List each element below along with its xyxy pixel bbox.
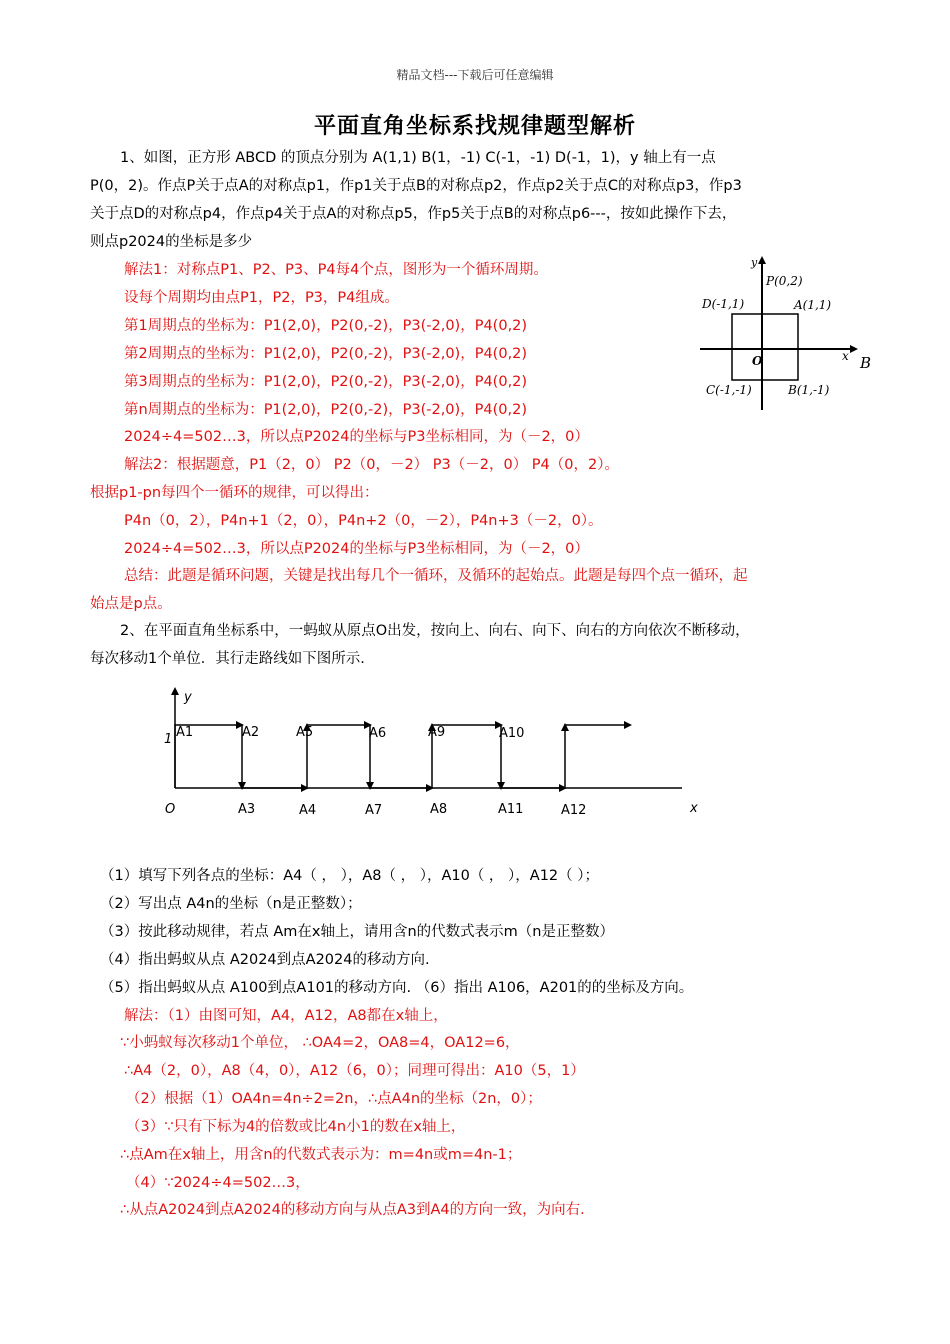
x-arrow-icon bbox=[850, 345, 858, 353]
point-p-label: P(0,2) bbox=[766, 274, 803, 288]
arrow-icon bbox=[561, 723, 569, 731]
sol1-line: 第3周期点的坐标为：P1(2,0)，P2(0,-2)，P3(-2,0)，P4(0,2) bbox=[124, 374, 528, 390]
y-arrow-icon bbox=[171, 687, 179, 695]
sol1-line: 第n周期点的坐标为：P1(2,0)，P2(0,-2)，P3(-2,0)，P4(0,2) bbox=[124, 402, 528, 418]
sol2-line: 解法：（1）由图可知，A4，A12，A8都在x轴上， bbox=[124, 1008, 448, 1024]
q2-item-3: （3）按此移动规律，若点 Am在x轴上，请用含n的代数式表示m（n是正整数） bbox=[100, 924, 614, 940]
sol1-formula: P4n（0，2），P4n+1（2，0），P4n+2（0，－2），P4n+3（－2，0）。 bbox=[124, 513, 603, 529]
square-abcd bbox=[732, 314, 798, 380]
arrow-icon bbox=[366, 782, 374, 790]
sol1-result: 2024÷4=502…3，所以点P2024的坐标与P3坐标相同，为（－2，0） bbox=[124, 541, 589, 557]
point-label: A6 bbox=[369, 726, 387, 741]
ant-path-diagram bbox=[160, 683, 720, 823]
point-label: A5 bbox=[296, 725, 314, 740]
sol2-line: （2）根据（1）OA4n=4n÷2=2n，∴点A4n的坐标（2n，0）； bbox=[126, 1091, 542, 1107]
q2-item-2: （2）写出点 A4n的坐标（n是正整数）； bbox=[100, 896, 362, 912]
point-a-label: A(1,1) bbox=[794, 298, 832, 312]
sol2-line: （3）∵只有下标为4的倍数或比4n小1的数在x轴上， bbox=[126, 1119, 466, 1135]
y-label: y bbox=[184, 690, 192, 705]
arrow-icon bbox=[426, 784, 434, 792]
y-label: y bbox=[751, 256, 758, 269]
sol2-line: ∵小蚂蚁每次移动1个单位， ∴OA4=2，OA8=4，OA12=6， bbox=[120, 1035, 520, 1051]
point-label: A10 bbox=[499, 726, 525, 741]
square-diagram bbox=[690, 252, 885, 412]
page-title: 平面直角坐标系找规律题型解析 bbox=[313, 114, 636, 139]
x-label: x bbox=[842, 349, 849, 363]
point-label: A3 bbox=[238, 802, 256, 817]
point-label: A9 bbox=[428, 725, 446, 740]
sol1-rule: 根据p1-pn每四个一循环的规律，可以得出： bbox=[90, 485, 379, 501]
y-arrow-icon bbox=[758, 256, 766, 264]
x-label: x bbox=[690, 801, 698, 816]
point-c-label: C(-1,-1) bbox=[706, 383, 752, 397]
origin-label: O bbox=[752, 354, 763, 368]
q2-item-4: （4）指出蚂蚁从点 A2024到点A2024的移动方向. bbox=[100, 952, 430, 968]
arrow-icon bbox=[301, 784, 309, 792]
sol1-line: 第1周期点的坐标为：P1(2,0)，P2(0,-2)，P3(-2,0)，P4(0,2) bbox=[124, 318, 528, 334]
q2-line-2: 每次移动1个单位．其行走路线如下图所示. bbox=[90, 651, 365, 667]
q1-line-3: 关于点D的对称点p4，作点p4关于点A的对称点p5，作p5关于点B的对称点p6---，按如此操作下去， bbox=[90, 206, 737, 222]
point-b-label: B(1,-1) bbox=[788, 383, 830, 397]
q1-line-2: P(0，2)。作点P关于点A的对称点p1，作p1关于点B的对称点p2，作点p2关于点C的对称点p3，作p3 bbox=[90, 178, 742, 194]
q2-item-1: （1）填写下列各点的坐标：A4（ ， ），A8（ ， ），A10（ ， ），A12（ ）； bbox=[100, 868, 600, 884]
sol1-summary-2: 始点是p点。 bbox=[90, 596, 172, 612]
q2-item-5: （5）指出蚂蚁从点 A100到点A101的移动方向. （6）指出 A106，A201的的坐标及方向。 bbox=[100, 980, 694, 996]
point-label: A8 bbox=[430, 802, 448, 817]
sol2-line: （4）∵2024÷4=502…3， bbox=[126, 1175, 310, 1191]
point-label: A11 bbox=[498, 802, 524, 817]
point-label: A7 bbox=[365, 803, 383, 818]
arrow-icon bbox=[238, 782, 246, 790]
point-label: A1 bbox=[176, 725, 194, 740]
point-label: A4 bbox=[299, 803, 317, 818]
point-label: A12 bbox=[561, 803, 587, 818]
arrow-icon bbox=[559, 784, 567, 792]
sol1-line: 2024÷4=502…3，所以点P2024的坐标与P3坐标相同，为（－2，0） bbox=[124, 429, 589, 445]
sol1-line: 设每个周期均由点P1，P2，P3，P4组成。 bbox=[124, 290, 399, 306]
q2-line-1: 2、在平面直角坐标系中，一蚂蚁从原点O出发，按向上、向右、向下、向右的方向依次不断移动， bbox=[120, 623, 750, 639]
b-big-label: B bbox=[860, 354, 872, 372]
point-label: A2 bbox=[242, 725, 260, 740]
origin-label: O bbox=[165, 802, 176, 817]
sol1-summary-1: 总结：此题是循环问题，关键是找出每几个一循环，及循环的起始点。此题是每四个点一循环，起 bbox=[124, 568, 748, 584]
q1-line-1: 1、如图，正方形 ABCD 的顶点分别为 A(1,1) B(1，-1) C(-1，-1) D(-1，1)，y 轴上有一点 bbox=[120, 150, 716, 166]
page-header: 精品文档---下载后可任意编辑 bbox=[396, 68, 554, 82]
sol1-line: 解法2：根据题意，P1（2，0） P2（0，－2） P3（－2，0） P4（0，2）。 bbox=[124, 457, 619, 473]
arrow-icon bbox=[497, 782, 505, 790]
sol1-line: 第2周期点的坐标为：P1(2,0)，P2(0,-2)，P3(-2,0)，P4(0,2) bbox=[124, 346, 528, 362]
sol1-line: 解法1：对称点P1、P2、P3、P4每4个点，图形为一个循环周期。 bbox=[124, 262, 548, 278]
point-d-label: D(-1,1) bbox=[702, 297, 745, 311]
q1-line-4: 则点p2024的坐标是多少 bbox=[90, 234, 253, 250]
sol2-line: ∴点Am在x轴上，用含n的代数式表示为：m=4n或m=4n-1； bbox=[120, 1147, 522, 1163]
arrow-icon bbox=[624, 721, 632, 729]
sol2-line: ∴A4（2，0），A8（4，0），A12（6，0）；同理可得出：A10（5，1） bbox=[124, 1063, 585, 1079]
sol2-line: ∴从点A2024到点A2024的移动方向与从点A3到A4的方向一致，为向右. bbox=[120, 1202, 585, 1218]
one-label: 1 bbox=[164, 732, 173, 747]
